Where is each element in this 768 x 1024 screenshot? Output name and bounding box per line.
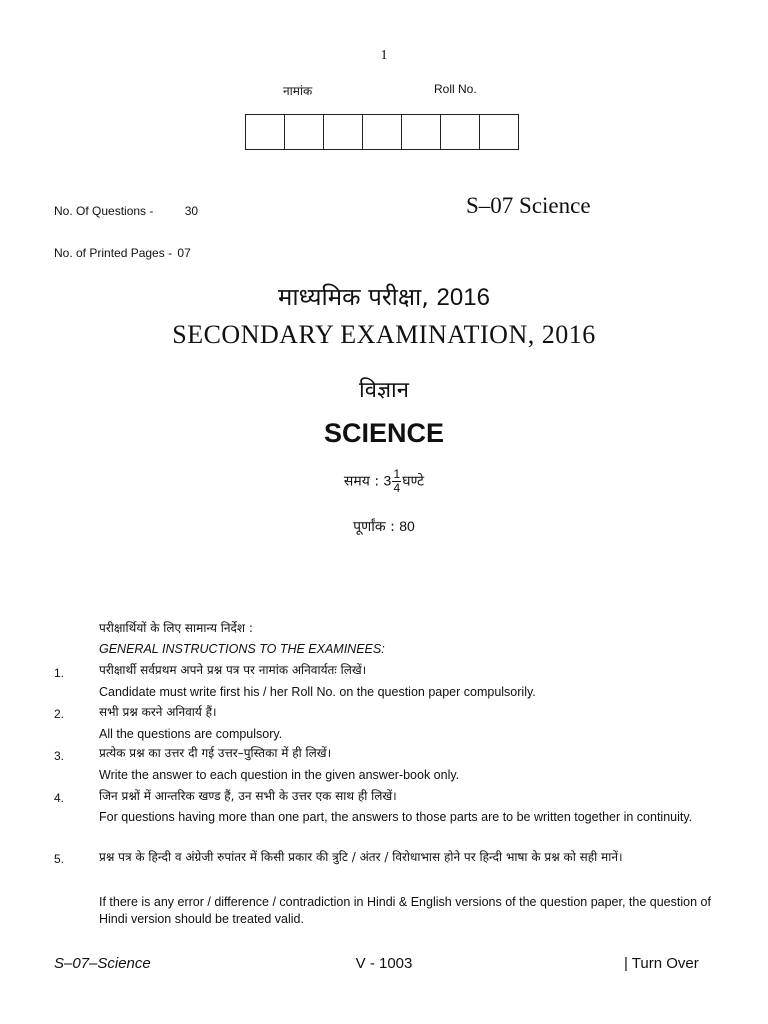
printed-pages-line xyxy=(54,246,191,260)
roll-number-boxes xyxy=(245,114,519,150)
questions-count-line xyxy=(54,204,198,218)
instruction-number: 4. xyxy=(54,791,65,805)
time-allowed: समय : 3 $\frac{1}{4}$ घण्टे xyxy=(343,467,425,495)
instruction-hindi: प्रश्न पत्र के हिन्दी व अंग्रेजी रुपांतर में किसी प्रकार की त्रुटि / अंतर / विरोधाभास होने पर हिन्दी भाषा के प्रश्न को सही मानें। xyxy=(99,850,623,864)
subject-hindi: विज्ञान xyxy=(359,378,409,403)
pages-label: No. of Printed Pages - xyxy=(54,246,173,260)
time-numerator: 1 xyxy=(393,467,401,481)
roll-box[interactable] xyxy=(440,114,480,150)
exam-title-hindi-year: 2016 xyxy=(436,284,490,311)
time-fraction xyxy=(392,468,401,495)
instruction-english: For questions having more than one part, the answers to those parts are to be written together in continuity. xyxy=(99,810,693,824)
instructions-heading-english: GENERAL INSTRUCTIONS TO THE EXAMINEES: xyxy=(99,642,385,656)
instruction-hindi: परीक्षार्थी सर्वप्रथम अपने प्रश्न पत्र पर नामांक अनिवार्यतः लिखें। xyxy=(99,663,367,677)
marks-value: 80 xyxy=(399,518,415,534)
instruction-number: 3. xyxy=(54,749,65,763)
instruction-hindi: जिन प्रश्नों में आन्तरिक खण्ड हैं, उन सभी के उत्तर एक साथ ही लिखें। xyxy=(99,789,397,803)
instruction-hindi: सभी प्रश्न करने अनिवार्य हैं। xyxy=(99,705,217,719)
roll-label-hindi: नामांक xyxy=(283,84,313,98)
questions-value: 30 xyxy=(184,204,199,218)
instruction-english: All the questions are compulsory. xyxy=(99,727,283,741)
instruction-english: Write the answer to each question in the given answer-book only. xyxy=(99,768,460,782)
paper-code: S–07 Science xyxy=(466,193,591,218)
time-unit: घण्टे xyxy=(402,473,425,490)
pages-value: 07 xyxy=(177,246,191,260)
roll-box[interactable] xyxy=(245,114,285,150)
roll-box[interactable] xyxy=(284,114,324,150)
marks-label: पूर्णांक xyxy=(353,519,386,535)
instruction-number: 2. xyxy=(54,707,65,721)
turn-over-label: | Turn Over xyxy=(624,955,699,972)
time-denominator: 4 xyxy=(393,481,401,495)
exam-title-hindi-text: माध्यमिक परीक्षा, xyxy=(278,283,429,311)
instruction-hindi: प्रत्येक प्रश्न का उत्तर दी गई उत्तर–पुस्तिका में ही लिखें। xyxy=(99,746,332,760)
footer-paper-code: S–07–Science xyxy=(54,955,151,972)
instruction-english: Candidate must write first his / her Roll No. on the question paper compulsorily. xyxy=(99,685,536,699)
roll-box[interactable] xyxy=(323,114,363,150)
roll-box[interactable] xyxy=(401,114,441,150)
exam-title-hindi xyxy=(0,280,768,313)
subject-english: SCIENCE xyxy=(323,418,445,448)
questions-label: No. Of Questions - xyxy=(54,204,154,218)
roll-box[interactable] xyxy=(479,114,519,150)
instruction-number: 5. xyxy=(54,852,65,866)
instruction-english: If there is any error / difference / contradiction in Hindi & English versions of the question paper, the question of Hindi version should be treated valid. xyxy=(99,895,711,926)
footer-version: V - 1003 xyxy=(355,955,413,972)
time-label: समय xyxy=(343,473,370,490)
roll-box[interactable] xyxy=(362,114,402,150)
page-number: 1 xyxy=(380,48,388,63)
roll-label-english: Roll No. xyxy=(434,82,477,96)
instruction-number: 1. xyxy=(54,666,65,680)
maximum-marks: पूर्णांक : 80 xyxy=(353,518,415,535)
exam-title-english: SECONDARY EXAMINATION, 2016 xyxy=(172,320,596,349)
time-whole: 3 xyxy=(383,472,392,489)
instructions-heading-hindi: परीक्षार्थियों के लिए सामान्य निर्देश : xyxy=(99,621,253,635)
